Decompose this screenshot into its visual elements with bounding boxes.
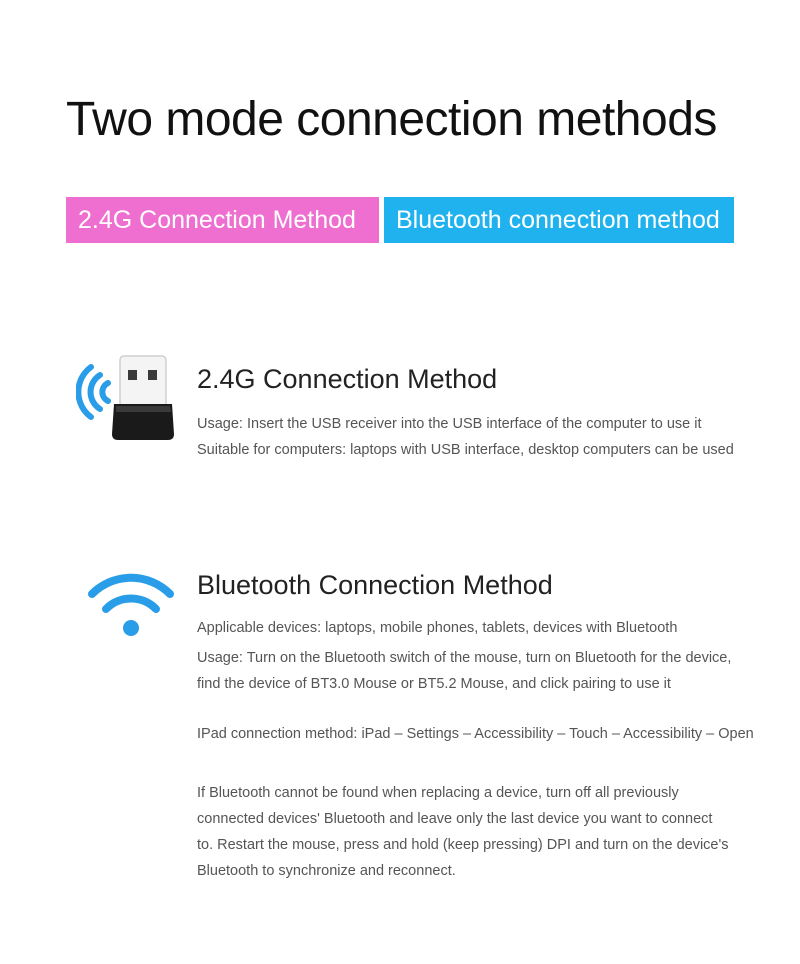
ipad-connection-text: IPad connection method: iPad – Settings – Accessibility – Touch – Accessibility – Open [197, 726, 754, 742]
section-heading-24g: 2.4G Connection Method [197, 364, 498, 394]
usb-receiver-wifi-icon [76, 350, 178, 445]
usage-text-24g: Usage: Insert the USB receiver into the USB interface of the computer to use it [197, 416, 702, 432]
troubleshoot-text-4: Bluetooth to synchronize and reconnect. [197, 863, 456, 879]
troubleshoot-text-2: connected devices' Bluetooth and leave only the last device you want to connect [197, 811, 713, 827]
troubleshoot-text-1: If Bluetooth cannot be found when replacing a device, turn off all previously [197, 785, 679, 801]
compatibility-text-24g: Suitable for computers: laptops with USB interface, desktop computers can be used [197, 442, 734, 458]
troubleshoot-text-3: to. Restart the mouse, press and hold (keep pressing) DPI and turn on the device's [197, 837, 729, 853]
devices-text-bluetooth: Applicable devices: laptops, mobile phones, tablets, devices with Bluetooth [197, 620, 678, 636]
usage-text-bluetooth-1: Usage: Turn on the Bluetooth switch of the mouse, turn on Bluetooth for the device, [197, 650, 732, 666]
section-heading-bluetooth: Bluetooth Connection Method [197, 570, 553, 600]
wifi-signal-icon [86, 568, 176, 640]
tab-24g-connection: 2.4G Connection Method [66, 197, 379, 243]
page-title: Two mode connection methods [66, 93, 717, 146]
tab-bluetooth-connection: Bluetooth connection method [384, 197, 734, 243]
usage-text-bluetooth-2: find the device of BT3.0 Mouse or BT5.2 Mouse, and click pairing to use it [197, 676, 671, 692]
